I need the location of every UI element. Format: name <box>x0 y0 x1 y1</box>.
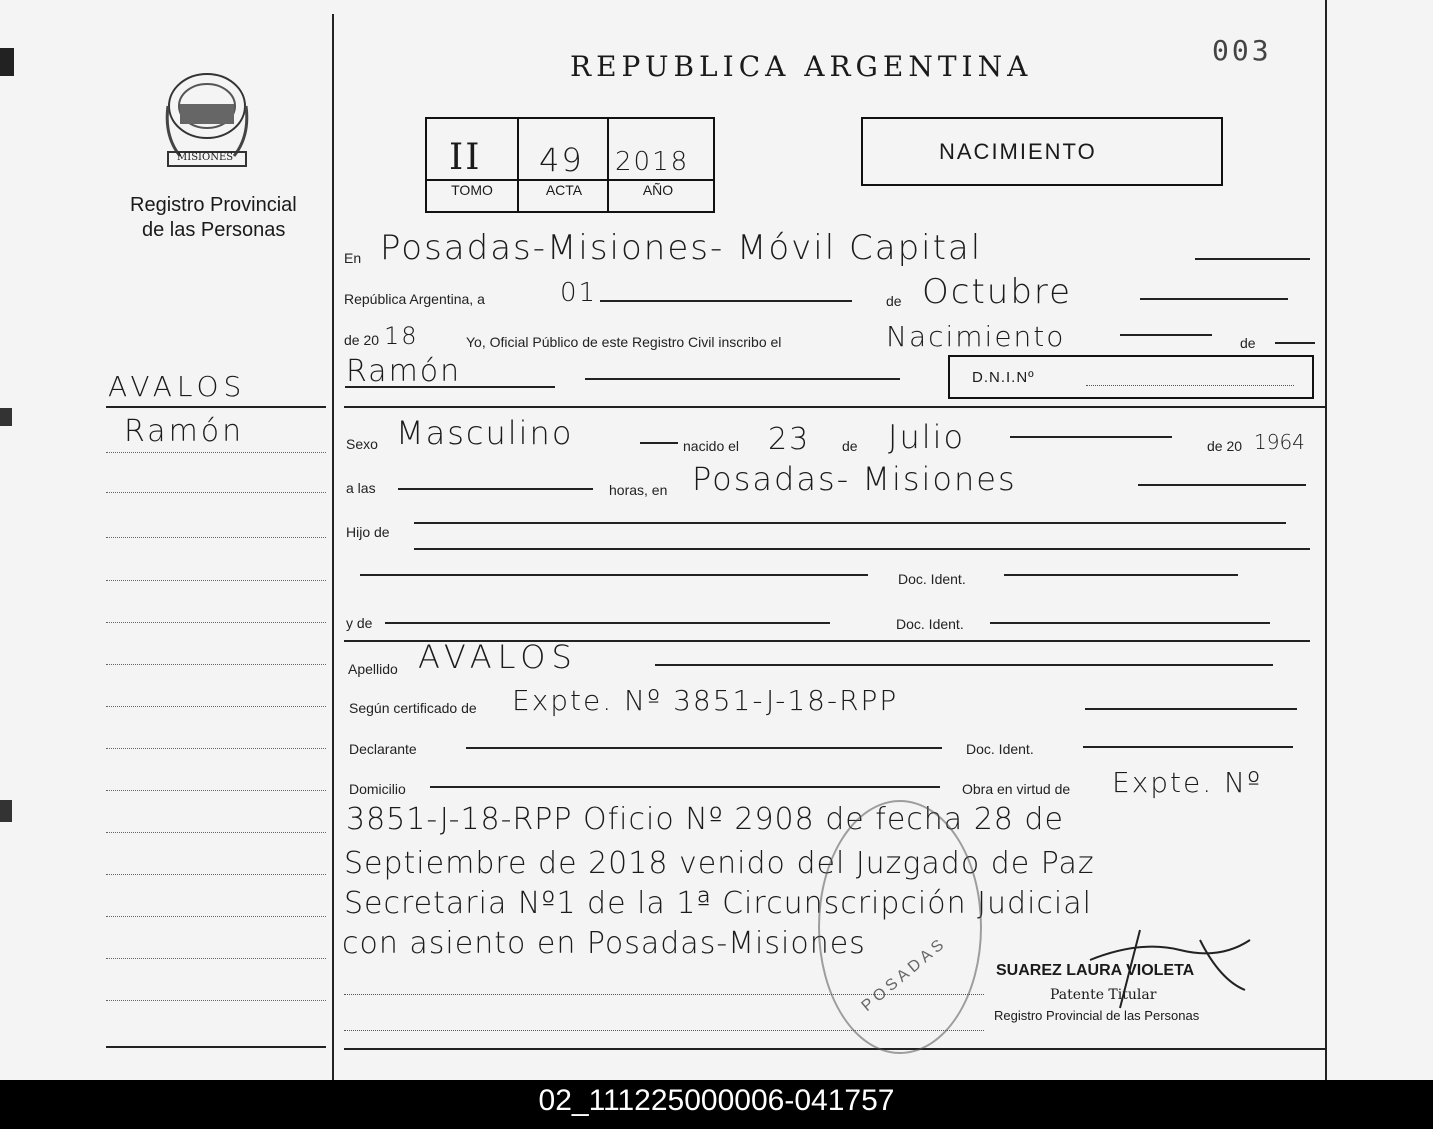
folio-number: 003 <box>1212 34 1272 67</box>
de-label-name: de <box>1240 335 1256 351</box>
de-label-birth: de <box>842 438 858 454</box>
birth-place: Posadas- Misiones <box>692 460 1017 498</box>
horas-label: horas, en <box>609 482 668 498</box>
de-year-label: de 20 <box>1207 438 1243 454</box>
hijo-label: Hijo de <box>346 524 390 540</box>
obra-label: Obra en virtud de <box>962 781 1071 797</box>
right-page-border <box>1325 0 1327 1080</box>
acta-value: 49 <box>539 141 584 179</box>
yde-label: y de <box>346 615 373 631</box>
dni-box <box>948 355 1314 399</box>
doc-ident-label-3: Doc. Ident. <box>966 741 1034 757</box>
footer-document-id: 02_111225000006-041757 <box>0 1080 1433 1129</box>
segun-label: Según certificado de <box>349 700 477 716</box>
binding-mark <box>0 408 12 426</box>
apellido-value: AVALOS <box>418 638 578 676</box>
country-title: REPUBLICA ARGENTINA <box>570 50 1033 83</box>
document-type-box <box>861 117 1223 186</box>
margin-surname: AVALOS <box>108 370 247 403</box>
name-value: Ramón <box>346 354 462 389</box>
emblem-label: MISIONES <box>177 152 234 163</box>
signatory-org: Registro Provincial de las Personas <box>994 1008 1200 1023</box>
tomo-label: TOMO <box>451 182 493 198</box>
yo-oficial-text: Yo, Oficial Público de este Registro Civil inscribo el <box>466 334 782 350</box>
signatory-name: SUAREZ LAURA VIOLETA <box>996 962 1195 979</box>
doc-ident-label-2: Doc. Ident. <box>896 616 964 632</box>
segun-value: Expte. Nº 3851-J-18-RPP <box>512 684 899 717</box>
nacido-label: nacido el <box>683 438 740 454</box>
note-line-1: 3851-J-18-RPP Oficio Nº 2908 de fecha 28 de <box>346 802 1064 837</box>
note-line-2: Septiembre de 2018 venido del Juzgado de Paz <box>344 846 1095 881</box>
sexo-label: Sexo <box>346 436 378 452</box>
stamp-text: POSADAS <box>858 934 951 1015</box>
left-column-border <box>332 14 334 1080</box>
binding-mark <box>0 800 12 822</box>
en-label: En <box>344 250 362 266</box>
year-prefix-label: de 20 <box>344 332 380 348</box>
doc-ident-label-1: Doc. Ident. <box>898 571 966 587</box>
republica-label: República Argentina, a <box>344 291 485 307</box>
acta-label: ACTA <box>545 182 583 198</box>
signatory-role: Patente Titular <box>1050 987 1157 1003</box>
official-stamp <box>818 800 982 1054</box>
registry-name-line2: de las Personas <box>142 219 286 241</box>
record-table <box>425 117 715 213</box>
document-type-label: NACIMIENTO <box>939 139 1097 164</box>
domicilio-label: Domicilio <box>349 781 406 797</box>
note-line-3: Secretaria Nº1 de la 1ª Circunscripción Judicial <box>344 886 1092 921</box>
apellido-label: Apellido <box>348 661 398 677</box>
obra-value: Expte. Nº <box>1112 766 1263 799</box>
year-value: 18 <box>384 322 419 350</box>
alas-label: a las <box>346 480 376 496</box>
note-line-4: con asiento en Posadas-Misiones <box>342 926 866 961</box>
binding-mark <box>0 48 14 76</box>
de-label-month: de <box>886 293 902 309</box>
acto-value: Nacimiento <box>886 320 1066 353</box>
en-value: Posadas-Misiones- Móvil Capital <box>380 228 983 268</box>
margin-given-name: Ramón <box>124 414 245 449</box>
birth-month: Julio <box>888 418 966 456</box>
birth-day: 23 <box>768 422 811 457</box>
sexo-value: Masculino <box>396 414 574 452</box>
month-value: Octubre <box>922 272 1073 312</box>
birth-year: 1964 <box>1254 430 1305 454</box>
declarante-label: Declarante <box>349 741 417 757</box>
anio-label: AÑO <box>642 182 674 198</box>
dni-label: D.N.I.Nº <box>972 369 1035 386</box>
tomo-value: II <box>449 137 482 178</box>
registry-name-line1: Registro Provincial <box>130 194 297 216</box>
day-value: 01 <box>560 278 598 308</box>
anio-value: 2018 <box>615 147 690 177</box>
